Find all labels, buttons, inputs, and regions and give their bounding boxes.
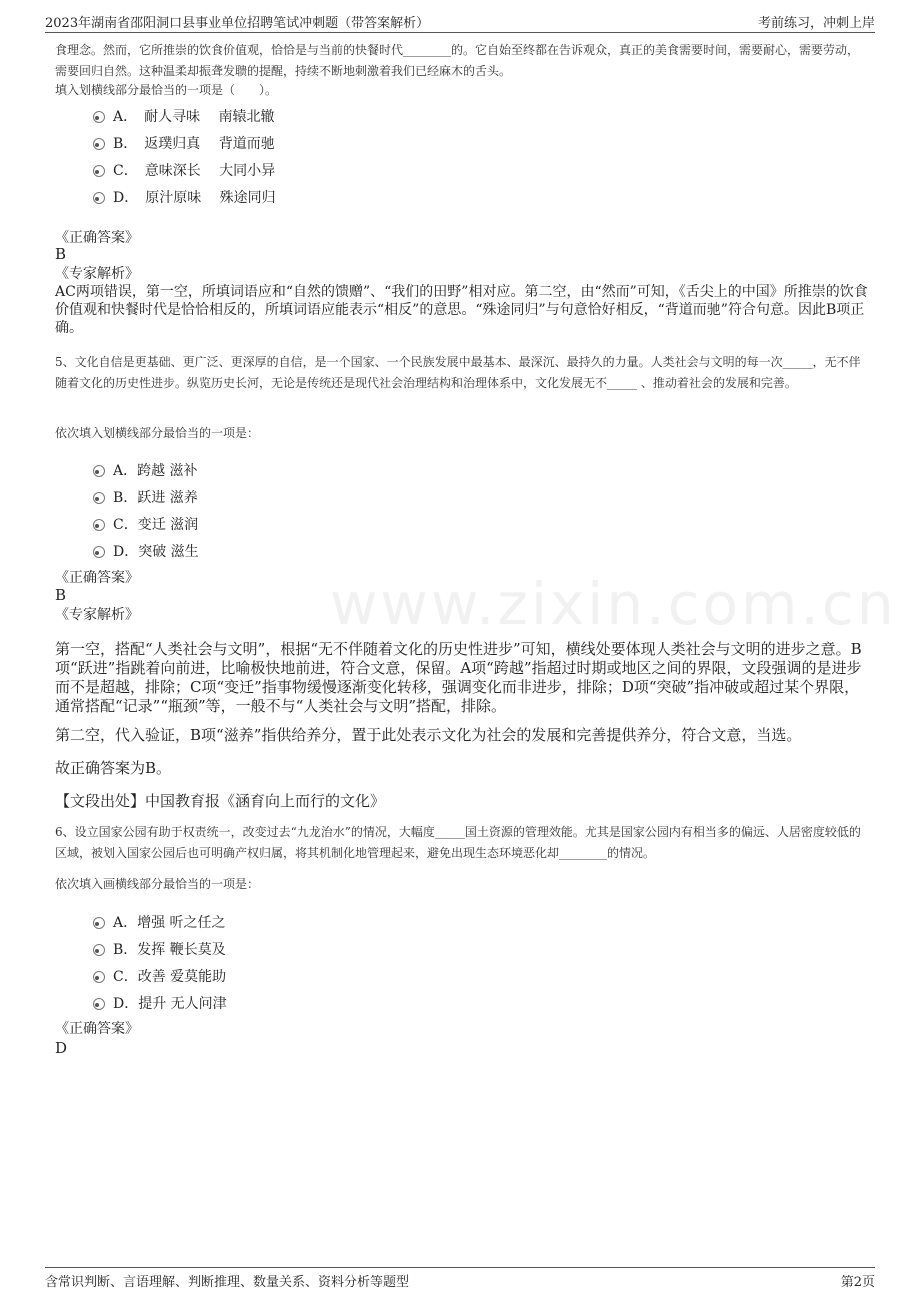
q5-analysis-paragraph-1: 第一空，搭配“人类社会与文明”，根据“无不伴随着文化的历史性进步”可知，横线处要体现人类社会与文明的进步之意。B项“跃进”指跳着向前进，比喻极快地前进，符合文意，保留。A项“跨越”指超过时期或地区之间的界限，文段强调的是进步而不是超越，排除；C项“变迁”指事物缓慢逐渐变化转移，强调变化而非进步，排除；D项“突破”指冲破或超过某个界限，通常搭配“记录”“瓶颈”等，一般不与“人类社会与文明”搭配，排除。 — [55, 640, 862, 715]
page-header — [45, 10, 875, 33]
document-title: 2023年湖南省邵阳洞口县事业单位招聘笔试冲刺题（带答案解析） — [45, 16, 430, 31]
radio-icon — [93, 519, 105, 531]
radio-icon — [93, 998, 105, 1010]
radio-icon — [93, 944, 105, 956]
q5-option-a[interactable]: A．跨越 滋补 — [93, 460, 198, 480]
q5-option-d[interactable]: D．突破 滋生 — [93, 541, 199, 561]
q5-source: 【文段出处】中国教育报《涵育向上而行的文化》 — [55, 792, 386, 810]
radio-icon — [93, 465, 105, 477]
q5-analysis-paragraph-2: 第二空，代入验证，B项“滋养”指供给养分，置于此处表示文化为社会的发展和完善提供养分，符合文意，当选。 — [55, 726, 802, 744]
radio-icon — [93, 192, 105, 204]
q6-prompt: 依次填入画横线部分最恰当的一项是： — [55, 877, 260, 891]
q6-option-d[interactable]: D．提升 无人问津 — [93, 993, 227, 1013]
q4-text: 食理念。然而，它所推崇的饮食价值观，恰恰是与当前的快餐时代________的。它自始至终都在告诉观众，真正的美食需要时间，需要耐心，需要劳动，需要回归自然。这种温柔却振聋发聩的提醒，持续不断地刺激着我们已经麻木的舌头。 — [55, 43, 860, 78]
radio-icon — [93, 138, 105, 150]
q4-option-d[interactable]: D． 原汁原味 殊途同归 — [93, 187, 276, 207]
q5-analysis-paragraph-3: 故正确答案为B。 — [55, 759, 172, 777]
radio-icon — [93, 546, 105, 558]
q4-answer: B — [55, 245, 67, 263]
q6-option-c[interactable]: C．改善 爱莫能助 — [93, 966, 226, 986]
q4-option-b[interactable]: B． 返璞归真 背道而驰 — [93, 133, 275, 153]
radio-icon — [93, 917, 105, 929]
q5-answer-label: 《正确答案》 — [55, 570, 139, 586]
q6-answer: D — [55, 1039, 68, 1057]
radio-icon — [93, 492, 105, 504]
q4-prompt: 填入划横线部分最恰当的一项是（ ）。 — [55, 83, 278, 97]
page-footer — [45, 1267, 875, 1290]
q5-text: 5、文化自信是更基础、更广泛、更深厚的自信，是一个国家、一个民族发展中最基本、最深沉、最持久的力量。人类社会与文明的每一次_____，无不伴随着文化的历史性进步。纵览历史长河，无论是传统还是现代社会治理结构和治理体系中，文化发展无不_____ 、推动着社会的发展和完善。 — [55, 355, 861, 390]
header-slogan: 考前练习，冲刺上岸 — [757, 16, 875, 31]
footer-description: 含常识判断、言语理解、判断推理、数量关系、资料分析等题型 — [45, 1275, 410, 1290]
q4-answer-label: 《正确答案》 — [55, 230, 139, 246]
radio-icon — [93, 165, 105, 177]
q5-answer: B — [55, 586, 67, 604]
q4-analysis: AC两项错误，第一空，所填词语应和“自然的馈赠”、“我们的田野”相对应。第二空，由“然而”可知，《舌尖上的中国》所推崇的饮食价值观和快餐时代是恰恰相反的，所填词语应能表示“相反”的意思。“殊途同归”与句意恰好相反，“背道而驰”符合句意。因此B项正确。 — [55, 284, 868, 336]
q6-option-b[interactable]: B．发挥 鞭长莫及 — [93, 939, 226, 959]
q6-text: 6、设立国家公园有助于权责统一，改变过去“九龙治水”的情况，大幅度_____国土资源的管理效能。尤其是国家公园内有相当多的偏远、人居密度较低的区域，被划入国家公园后也可明确产权归属，将其机制化地管理起来，避免出现生态环境恶化却________的情况。 — [55, 825, 861, 860]
q4-option-a[interactable]: A． 耐人寻味 南辕北辙 — [93, 106, 275, 126]
page-number: 第2页 — [840, 1275, 875, 1290]
q6-option-a[interactable]: A．增强 听之任之 — [93, 912, 226, 932]
q5-analysis-label: 《专家解析》 — [55, 607, 139, 623]
q4-option-c[interactable]: C． 意味深长 大同小异 — [93, 160, 275, 180]
q6-answer-label: 《正确答案》 — [55, 1021, 139, 1037]
radio-icon — [93, 971, 105, 983]
q5-prompt: 依次填入划横线部分最恰当的一项是： — [55, 426, 260, 440]
q5-option-b[interactable]: B．跃进 滋养 — [93, 487, 198, 507]
radio-icon — [93, 111, 105, 123]
q4-analysis-label: 《专家解析》 — [55, 266, 139, 282]
watermark: www.zixin.com.cn — [330, 570, 897, 638]
q5-option-c[interactable]: C．变迁 滋润 — [93, 514, 198, 534]
